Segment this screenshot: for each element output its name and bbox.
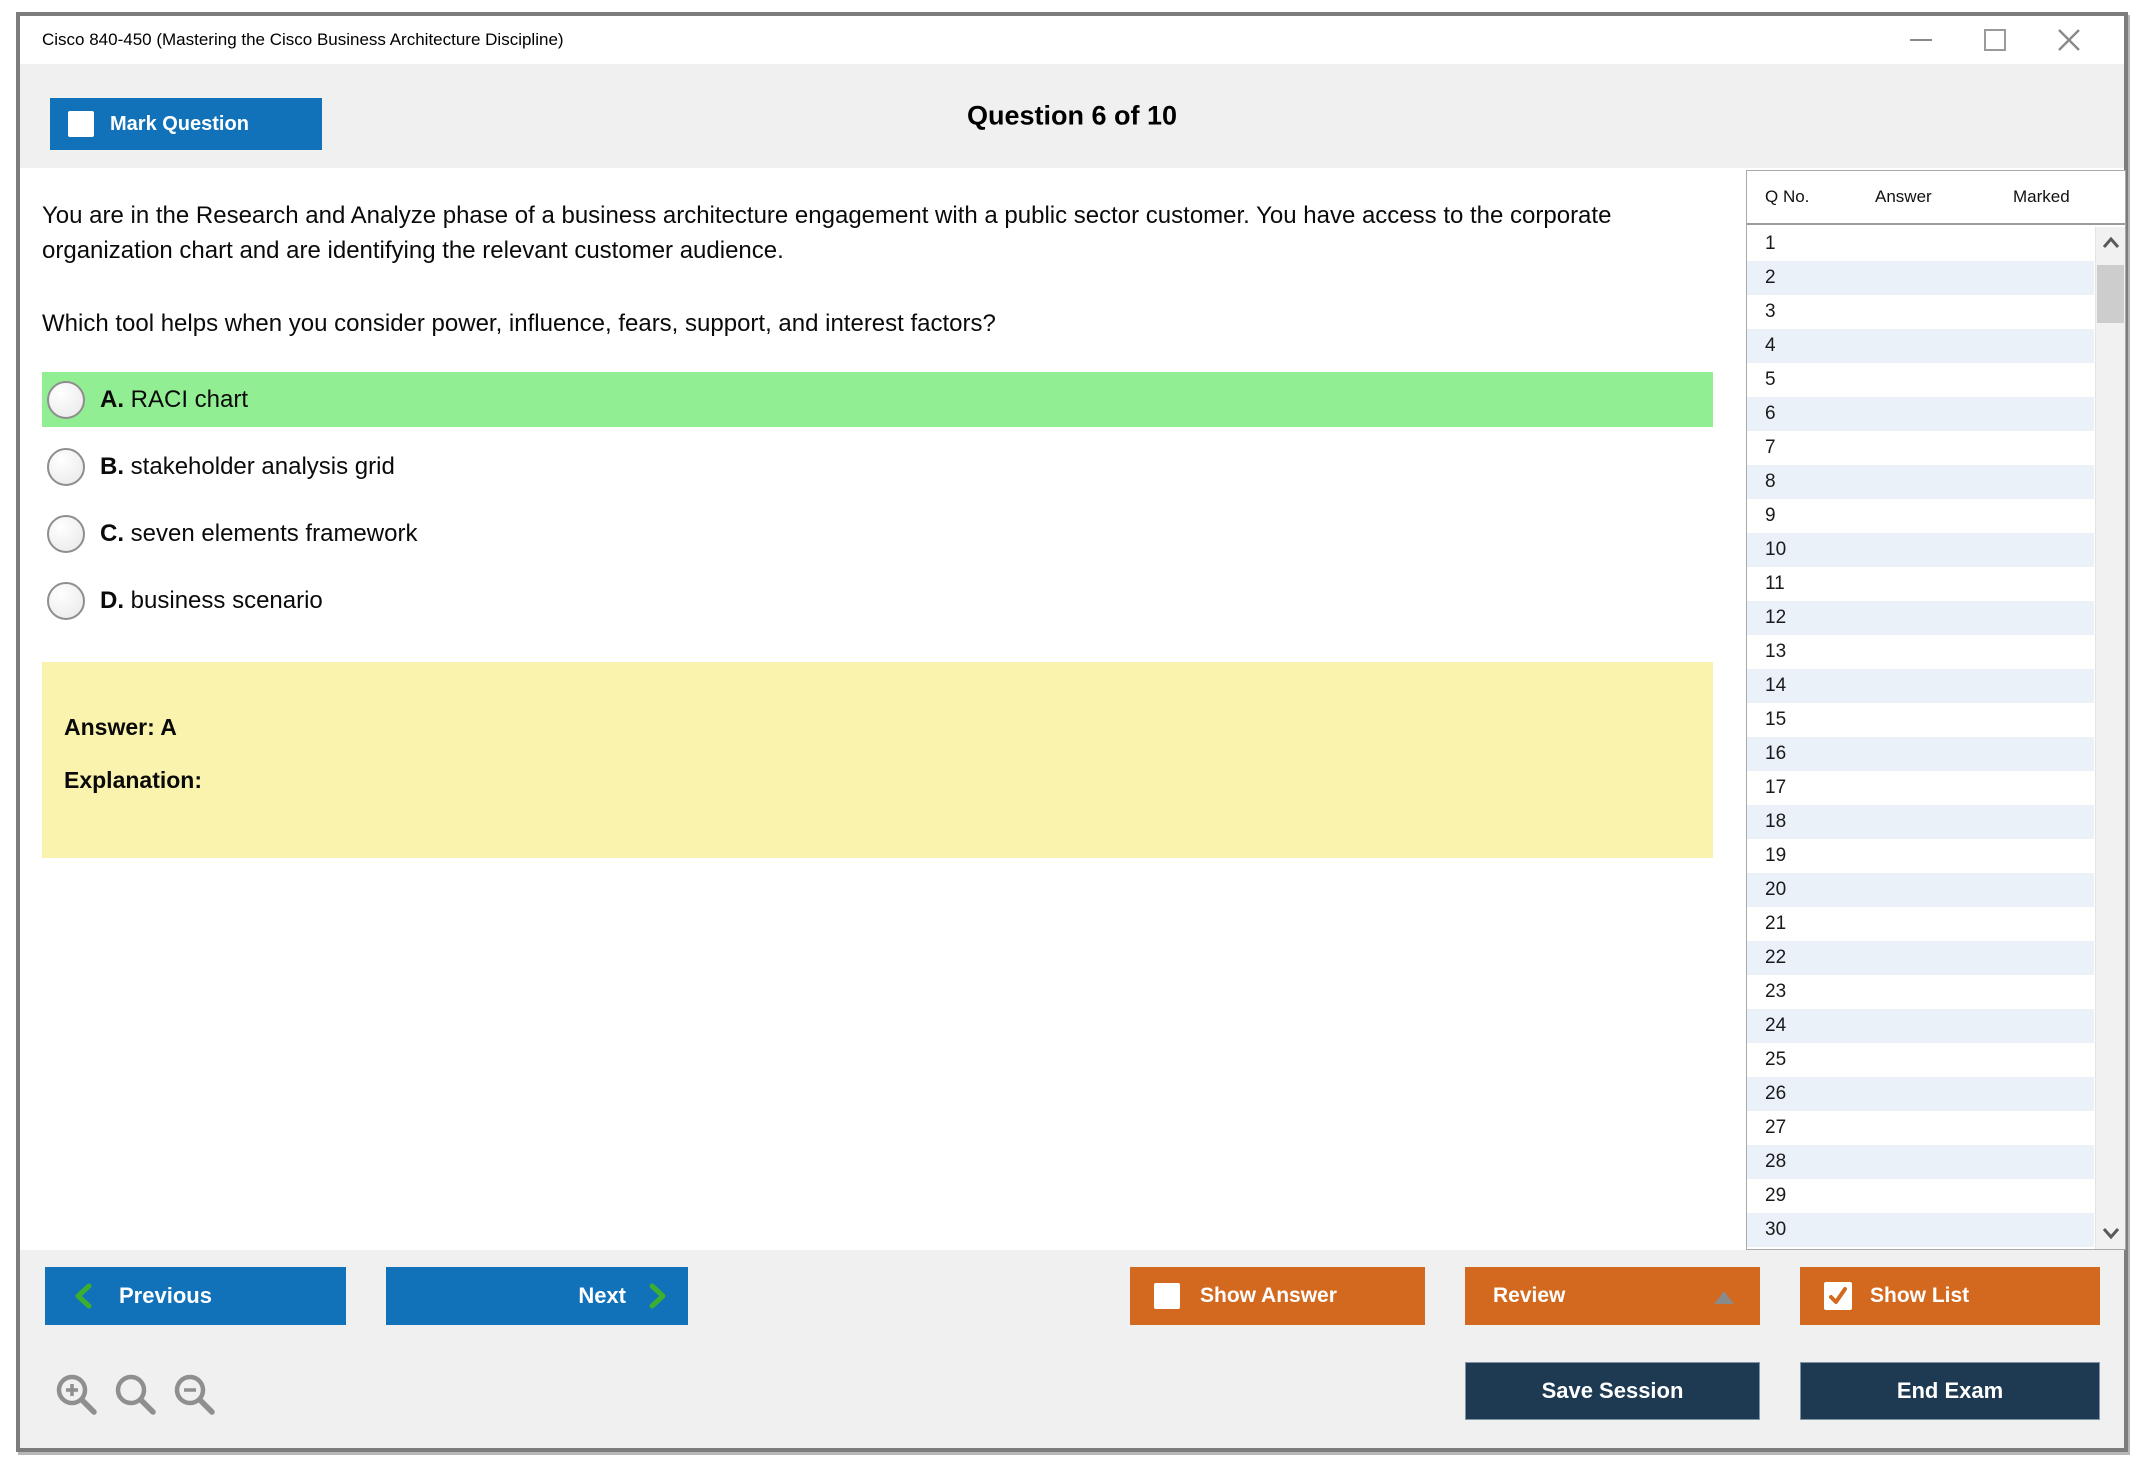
show-list-checkbox[interactable] [1824, 1282, 1852, 1310]
chevron-up-icon [2100, 235, 2122, 251]
column-header-marked: Marked [2013, 187, 2070, 206]
scrollbar[interactable] [2095, 227, 2125, 1249]
option-row-c[interactable] [42, 506, 1713, 561]
row-question-number: 24 [1765, 1015, 1787, 1036]
question-list-row[interactable] [1747, 941, 2094, 975]
question-list-row[interactable] [1747, 227, 2094, 261]
row-question-number: 2 [1765, 267, 1776, 288]
option-row-d[interactable] [42, 573, 1713, 628]
next-button[interactable] [386, 1267, 688, 1325]
question-list-rows [1747, 227, 2094, 1247]
show-answer-label: Show Answer [1200, 1284, 1337, 1307]
question-list-row[interactable] [1747, 1145, 2094, 1179]
app-window [16, 12, 2128, 1452]
question-list-row[interactable] [1747, 431, 2094, 465]
answer-label: Answer: A [64, 714, 177, 740]
option-row-b[interactable] [42, 439, 1713, 494]
question-list-row[interactable] [1747, 465, 2094, 499]
question-text [42, 198, 1627, 341]
row-question-number: 19 [1765, 845, 1787, 866]
option-label [100, 386, 248, 414]
row-question-number: 8 [1765, 471, 1776, 492]
question-list-row[interactable] [1747, 669, 2094, 703]
previous-button[interactable] [45, 1267, 346, 1325]
row-question-number: 22 [1765, 947, 1787, 968]
scroll-down-button[interactable] [2096, 1217, 2125, 1249]
maximize-button[interactable] [1958, 16, 2032, 64]
question-list-row[interactable] [1747, 261, 2094, 295]
zoom-reset-button[interactable] [112, 1371, 160, 1419]
scrollbar-thumb[interactable] [2097, 265, 2124, 323]
question-list-row[interactable] [1747, 737, 2094, 771]
question-list-row[interactable] [1747, 635, 2094, 669]
option-label [100, 520, 417, 548]
row-question-number: 5 [1765, 369, 1776, 390]
column-header-qno: Q No. [1765, 187, 1810, 206]
question-list-panel [1746, 170, 2126, 1250]
explanation-label: Explanation: [64, 767, 203, 793]
option-label [100, 453, 395, 481]
row-question-number: 15 [1765, 709, 1787, 730]
row-question-number: 9 [1765, 505, 1776, 526]
radio-button[interactable] [47, 381, 85, 419]
review-label: Review [1493, 1284, 1566, 1307]
show-answer-checkbox[interactable] [1154, 1283, 1180, 1309]
question-list-row[interactable] [1747, 601, 2094, 635]
question-list-row[interactable] [1747, 329, 2094, 363]
question-list-row[interactable] [1747, 1009, 2094, 1043]
row-question-number: 3 [1765, 301, 1776, 322]
question-list-row[interactable] [1747, 839, 2094, 873]
question-list-row[interactable] [1747, 1179, 2094, 1213]
chevron-right-icon [648, 1282, 668, 1310]
row-question-number: 18 [1765, 811, 1787, 832]
minimize-icon [1908, 27, 1934, 53]
row-question-number: 28 [1765, 1151, 1787, 1172]
question-list-row[interactable] [1747, 1213, 2094, 1247]
show-answer-button[interactable] [1130, 1267, 1425, 1325]
row-question-number: 26 [1765, 1083, 1787, 1104]
option-letter: D. [100, 586, 124, 614]
column-header-answer: Answer [1875, 187, 1932, 206]
footer-bar [20, 1250, 2124, 1448]
magnifier-icon [112, 1371, 160, 1419]
window-controls [1884, 16, 2106, 64]
row-question-number: 11 [1765, 573, 1785, 594]
zoom-toolbar [53, 1371, 219, 1419]
show-list-label: Show List [1870, 1284, 1970, 1307]
row-question-number: 29 [1765, 1185, 1787, 1206]
question-list-row[interactable] [1747, 499, 2094, 533]
row-question-number: 20 [1765, 879, 1787, 900]
question-list-row[interactable] [1747, 805, 2094, 839]
question-list-row[interactable] [1747, 1111, 2094, 1145]
row-question-number: 1 [1765, 233, 1776, 254]
scroll-up-button[interactable] [2096, 227, 2125, 259]
question-list-row[interactable] [1747, 1043, 2094, 1077]
save-session-label: Save Session [1541, 1378, 1684, 1403]
row-question-number: 12 [1765, 607, 1787, 628]
row-question-number: 17 [1765, 777, 1787, 798]
end-exam-label: End Exam [1896, 1378, 2004, 1403]
question-list-row[interactable] [1747, 907, 2094, 941]
radio-button[interactable] [47, 582, 85, 620]
save-session-button[interactable] [1465, 1362, 1760, 1420]
row-question-number: 10 [1765, 539, 1787, 560]
option-text: stakeholder analysis grid [130, 452, 395, 480]
row-question-number: 6 [1765, 403, 1776, 424]
question-list-row[interactable] [1747, 397, 2094, 431]
question-list-row[interactable] [1747, 295, 2094, 329]
chevron-left-icon [73, 1282, 93, 1310]
answer-box [42, 662, 1713, 858]
radio-button[interactable] [47, 448, 85, 486]
end-exam-button[interactable] [1800, 1362, 2100, 1420]
close-icon [2055, 26, 2083, 54]
option-label [100, 587, 323, 615]
zoom-out-button[interactable] [171, 1371, 219, 1419]
row-question-number: 7 [1765, 437, 1776, 458]
option-text: seven elements framework [130, 519, 418, 547]
row-question-number: 27 [1765, 1117, 1787, 1138]
close-button[interactable] [2032, 16, 2106, 64]
option-text: business scenario [130, 586, 323, 614]
row-question-number: 21 [1765, 913, 1787, 934]
option-text: RACI chart [130, 385, 249, 413]
chevron-down-icon [2100, 1225, 2122, 1241]
question-list-row[interactable] [1747, 567, 2094, 601]
option-letter: A. [100, 385, 124, 413]
toolbar [20, 64, 2124, 168]
zoom-in-button[interactable] [53, 1371, 101, 1419]
question-counter: Question 6 of 10 [966, 100, 1178, 131]
option-row-a[interactable] [42, 372, 1713, 427]
radio-button[interactable] [47, 515, 85, 553]
row-question-number: 30 [1765, 1219, 1787, 1240]
mark-question-label: Mark Question [110, 112, 249, 135]
row-question-number: 16 [1765, 743, 1787, 764]
row-question-number: 13 [1765, 641, 1787, 662]
row-question-number: 25 [1765, 1049, 1787, 1070]
row-question-number: 14 [1765, 675, 1787, 696]
magnifier-minus-icon [171, 1371, 219, 1419]
maximize-icon [1982, 27, 2008, 53]
question-list-row[interactable] [1747, 873, 2094, 907]
option-letter: B. [100, 452, 124, 480]
question-list-row[interactable] [1747, 533, 2094, 567]
question-paragraph-1: You are in the Research and Analyze phase of a business architecture engagement with a public sector customer. You have access to the corporate organization chart and are identifying the relevant customer audience. [42, 202, 1612, 264]
row-question-number: 23 [1765, 981, 1787, 1002]
check-icon [1827, 1285, 1849, 1307]
question-list-header [1747, 171, 2125, 225]
previous-label: Previous [119, 1283, 212, 1308]
question-list-row[interactable] [1747, 703, 2094, 737]
review-button[interactable] [1465, 1267, 1760, 1325]
question-list-row[interactable] [1747, 363, 2094, 397]
question-list-row[interactable] [1747, 975, 2094, 1009]
option-letter: C. [100, 519, 124, 547]
title-bar [20, 16, 2124, 64]
question-list-row[interactable] [1747, 1077, 2094, 1111]
question-list-row[interactable] [1747, 771, 2094, 805]
magnifier-plus-icon [53, 1371, 101, 1419]
answer-options [42, 372, 1713, 640]
minimize-button[interactable] [1884, 16, 1958, 64]
next-label: Next [578, 1283, 626, 1308]
triangle-up-icon [1714, 1291, 1734, 1304]
show-list-button[interactable] [1800, 1267, 2100, 1325]
window-title: Cisco 840-450 (Mastering the Cisco Business Architecture Discipline) [42, 30, 564, 49]
question-paragraph-2: Which tool helps when you consider power, influence, fears, support, and interest factors? [42, 310, 996, 337]
row-question-number: 4 [1765, 335, 1776, 356]
